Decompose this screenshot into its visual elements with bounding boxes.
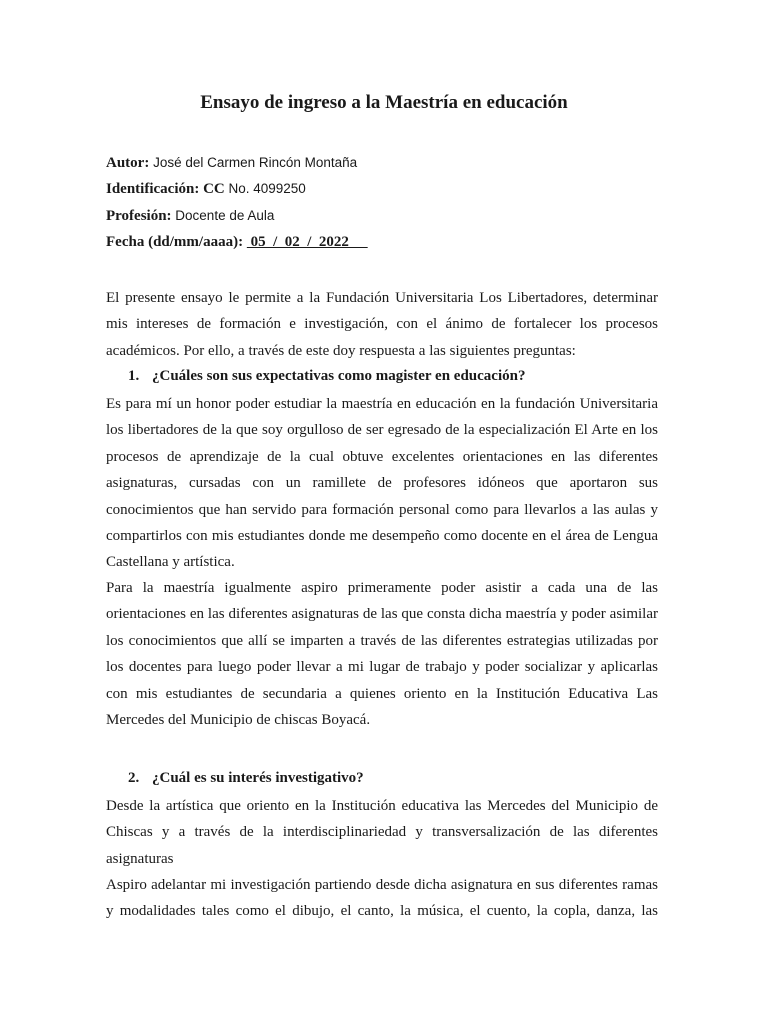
profession-line bbox=[106, 208, 274, 225]
question-1-text: ¿Cuáles son sus expectativas como magister en educación? bbox=[152, 368, 526, 384]
intro-paragraph: El presente ensayo le permite a la Fundación Universitaria Los Libertadores, determinar mis intereses de formación e investigación, con el ánimo de fortalecer los procesos académicos. Por ello, a través de este doy respuesta a las siguientes preguntas: bbox=[106, 290, 658, 359]
date-line bbox=[106, 234, 368, 251]
author-label: Autor: bbox=[106, 155, 150, 171]
question-1 bbox=[128, 368, 525, 385]
document-title: Ensayo de ingreso a la Maestría en educación bbox=[200, 92, 568, 113]
author-value: José del Carmen Rincón Montaña bbox=[153, 155, 358, 170]
profession-value: Docente de Aula bbox=[175, 208, 275, 223]
question-1-number: 1. bbox=[128, 368, 140, 384]
date-label: Fecha (dd/mm/aaaa): bbox=[106, 234, 244, 250]
answer-2-paragraph-2: Aspiro adelantar mi investigación partiendo desde dicha asignatura en sus diferentes ramas y modalidades tales como el dibujo, el canto, la música, el cuento, la copla, danza, las bbox=[106, 877, 658, 920]
identification-type: CC bbox=[203, 181, 225, 197]
question-2-text: ¿Cuál es su interés investigativo? bbox=[152, 770, 364, 786]
answer-1-paragraph-1: Es para mí un honor poder estudiar la maestría en educación en la fundación Universitaria los libertadores de la que soy orgulloso de ser egresado de la especialización El Arte en los procesos de aprendizaje de la cual obtuve excelentes orientaciones en las diferentes asignaturas, cursadas con un ramillete de profesores idóneos que aportaron sus conocimientos que han servido para formación personal como para llevarlos a las aulas y compartirlos con mis estudiantes donde me desempeño como docente en el área de Lengua Castellana y artística. bbox=[106, 396, 658, 571]
identification-line bbox=[106, 181, 306, 198]
identification-value: No. 4099250 bbox=[228, 181, 306, 196]
answer-2-paragraph-1: Desde la artística que oriento en la Institución educativa las Mercedes del Municipio de Chiscas y a través de la interdisciplinariedad y transversalización de las diferentes asignaturas bbox=[106, 798, 658, 867]
answer-1-paragraph-2: Para la maestría igualmente aspiro primeramente poder asistir a cada una de las orientaciones en las diferentes asignaturas de las que consta dicha maestría y poder asimilar los conocimientos que allí se imparten a través de las diferentes estrategias utilizadas por los docentes para luego poder llevar a mi lugar de trabajo y poder socializar y aplicarlas con mis estudiantes de secundaria a quienes oriento en la Institución Educativa Las Mercedes del Municipio de chiscas Boyacá. bbox=[106, 580, 658, 729]
identification-label: Identificación: bbox=[106, 181, 200, 197]
date-value: 05 / 02 / 2022 bbox=[246, 234, 368, 250]
author-line bbox=[106, 155, 357, 172]
question-2 bbox=[128, 770, 364, 787]
profession-label: Profesión: bbox=[106, 208, 172, 224]
question-2-number: 2. bbox=[128, 770, 140, 786]
